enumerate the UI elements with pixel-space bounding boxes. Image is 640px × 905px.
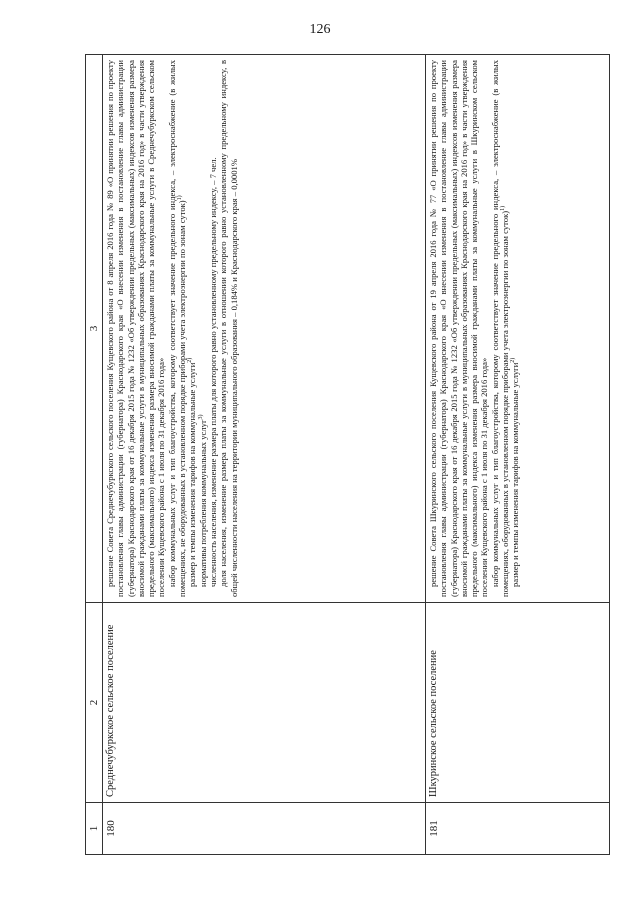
settlement-name: Шкуринское сельское поселение <box>426 603 610 803</box>
table-row <box>426 55 610 855</box>
decision-description <box>103 55 426 603</box>
service-set-text: набор коммунальных услуг и тип благоустройства, которому соответствует значение предельного индекса, – электроснабжение (в жилых помещениях, не оборудованных в установленном порядке приборами учета электроэнергии по зонам суток)$^{1)}$ <box>166 60 188 597</box>
decision-description <box>426 55 610 603</box>
table-row <box>103 55 426 855</box>
decision-text: решение Совета Шкуринского сельского поселения Кущевского района от 19 апреля 2016 года № 77 «О принятии решения по проекту постановления главы администрации (губернатора) Краснодарского края «О внесении изменения в постановление главы администрации (губернатора) Краснодарского края от 16 декабря 2015 года № 1232 «Об утверждении предельных (максимальных) индексов изменения размера вносимой гражданами платы за коммунальные услуги в муниципальных образованиях Краснодарского края на 2016 год» в части утверждения предельного (максимального) индекса изменения размера вносимой гражданами платы за коммунальные услуги в Шкуринском сельском поселении Кущевского района с 1 июля по 31 декабря 2016 года» <box>428 60 490 597</box>
row-number: 180 <box>103 803 426 855</box>
rotated-table <box>85 55 600 855</box>
service-set-text: набор коммунальных услуг и тип благоустройства, которому соответствует значение предельного индекса, – электроснабжение (в жилых помещениях, оборудованных в установленном порядке приборами учета электроэнергии по зонам суток)$^{1)}$ <box>489 60 511 597</box>
decision-text: решение Совета Среднечубуркского сельского поселения Кущевского района от 8 апреля 2016 года № 89 «О принятии решения по проекту постановления главы администрации (губернатора) Краснодарского края «О внесении изменения в постановление главы администрации (губернатора) Краснодарского края от 16 декабря 2015 года № 1232 «Об утверждении предельных (максимальных) индексов изменения размера вносимой гражданами платы за коммунальные услуги в муниципальных образованиях Краснодарского края на 2016 год» в части утверждения предельного (максимального) индекса изменения размера вносимой гражданами платы за коммунальные услуги в Среднечубуркском сельском поселении Кущевского района с 1 июля по 31 декабря 2016 года» <box>105 60 167 597</box>
column-header: 2 <box>86 603 103 803</box>
tariffs-text: размер и темпы изменения тарифов на коммунальные услуги$^{2)}$ <box>187 357 198 587</box>
table-header-row <box>86 55 103 855</box>
population-text: численность населения, изменение размера платы для которого равно установленному предельному индексу, – 7 чел. <box>207 157 218 587</box>
population-share-text: доля населения, изменение размера платы за коммунальные услуги в отношении которого равно установленному предельному индексу, в общей численности населения на территории муниципального образования – 0,184% и Краснодарского края – 0,0001% <box>218 60 239 597</box>
norms-text: нормативы потребления коммунальных услуг$^{3)}$ <box>197 414 208 587</box>
tariffs-text: размер и темпы изменения тарифов на коммунальные услуги$^{2)}$ <box>510 357 521 587</box>
column-header: 1 <box>86 803 103 855</box>
settlement-name: Среднечубуркское сельское поселение <box>103 603 426 803</box>
row-number: 181 <box>426 803 610 855</box>
page-number: 126 <box>309 22 331 37</box>
column-header: 3 <box>86 55 103 603</box>
settlements-table <box>85 54 610 855</box>
